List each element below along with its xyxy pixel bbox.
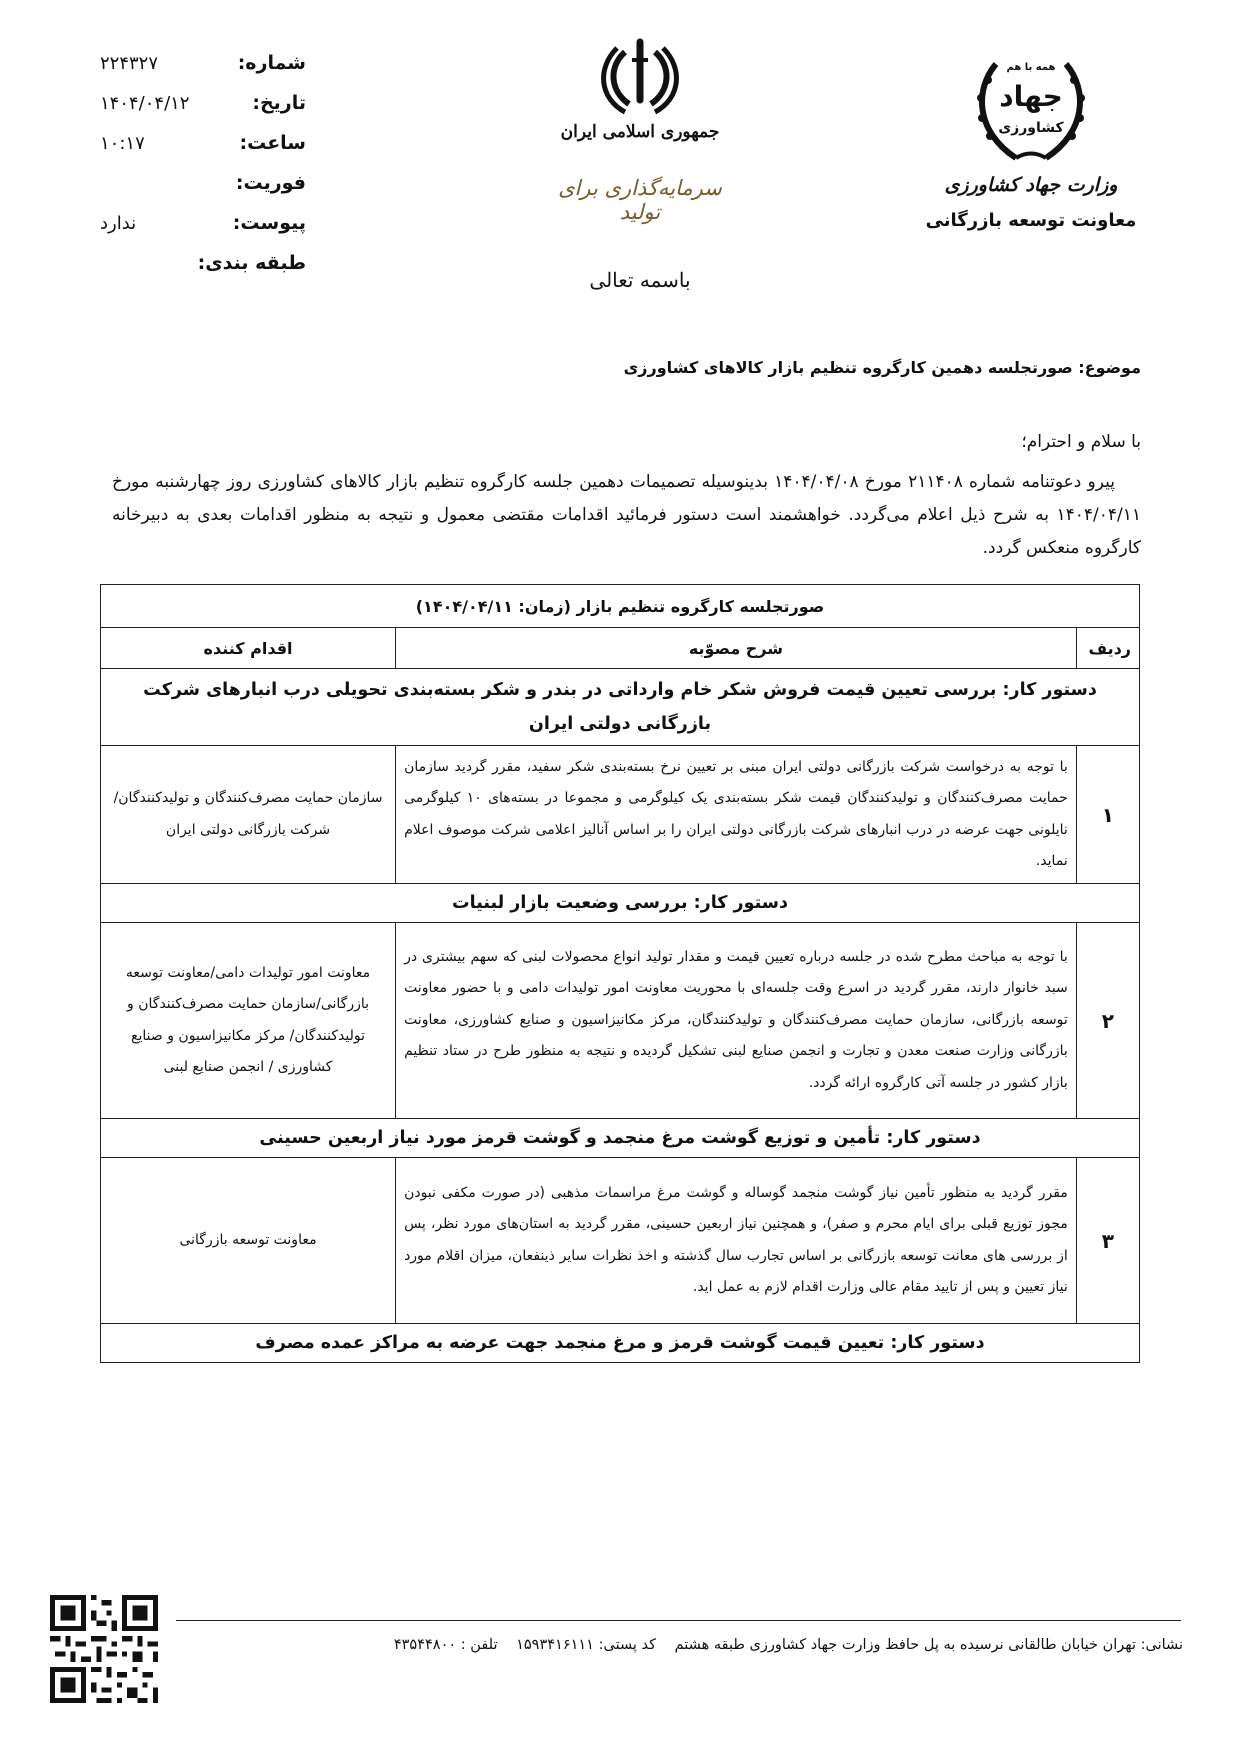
row-description: با توجه به مباحث مطرح شده در جلسه درباره تعیین قیمت و مقدار تولید انواع محصولات لبنی که سهم بیشتری در سبد خانوار دارند، مقرر گردید در اسرع وقت جلسه‌ای با محوریت معاونت امور تولیدات دامی و با حضور معاونت توسعه بازرگانی، سازمان حمایت مصرف‌کنندگان و تولیدکنندگان، مرکز مکانیزاسیون و صنایع کشاورزی، معاونت بازرگانی وزارت صنعت معدن و تجارت و انجمن صنایع لبنی تشکیل گردیده و نتیجه به منظور طرح در ستاد تنظیم بازار کشور در جلسه آتی کارگروه ارائه گردد. <box>396 923 1077 1119</box>
meta-label: پیوست: <box>232 212 306 234</box>
footer-address: نشانی: تهران خیابان طالقانی نرسیده به پل حافظ وزارت جهاد کشاورزی طبقه هشتم <box>674 1637 1183 1653</box>
year-slogan: سرمایه‌گذاری برای تولید <box>558 176 722 224</box>
meta-value: ۲۲۴۳۲۷ <box>100 53 159 74</box>
table-row <box>101 746 1140 884</box>
department-name: معاونت توسعه بازرگانی <box>925 210 1137 231</box>
table-row <box>101 923 1140 1119</box>
table-caption: صورتجلسه کارگروه تنظیم بازار (زمان: ۱۴۰۴/۰۴/۱۱) <box>101 585 1140 628</box>
table-caption-row <box>101 585 1140 628</box>
agenda-row <box>101 1324 1140 1363</box>
bismillah: باسمه تعالی <box>589 268 691 292</box>
logo-bottom-text: کشاورزی <box>998 120 1064 136</box>
row-number: ۱ <box>1076 746 1139 884</box>
iran-emblem-icon <box>595 38 685 118</box>
table-row <box>101 1158 1140 1324</box>
republic-name: جمهوری اسلامی ایران <box>560 122 720 142</box>
row-actor: معاونت امور تولیدات دامی/معاونت توسعه بازرگانی/سازمان حمایت مصرف‌کنندگان و تولیدکنندگان/ مرکز مکانیزاسیون و صنایع کشاورزی / انجمن صنایع لبنی <box>101 923 396 1119</box>
meta-label: تاریخ: <box>252 92 306 114</box>
column-header-description: شرح مصوّبه <box>396 628 1077 669</box>
meta-label: فوریت: <box>235 172 306 194</box>
row-actor: سازمان حمایت مصرف‌کنندگان و تولیدکنندگان/ شرکت بازرگانی دولتی ایران <box>101 746 396 884</box>
greeting: با سلام و احترام؛ <box>1021 432 1141 452</box>
footer-divider <box>176 1620 1181 1621</box>
meta-value: ۱۰:۱۷ <box>100 133 145 154</box>
column-header-actor: اقدام کننده <box>101 628 396 669</box>
national-emblem-block <box>550 38 730 292</box>
agenda-row <box>101 884 1140 923</box>
logo-main-text: جهاد <box>999 80 1063 113</box>
row-description: مقرر گردید به منظور تأمین نیاز گوشت منجمد گوساله و گوشت مرغ مراسمات مذهبی (در صورت مکفی نبودن مجوز توزیع قبلی برای ایام محرم و صفر)، و همچنین نیاز اربعین حسینی، مقرر گردید به استان‌های مورد نظر، پس از بررسی های معانت توسعه بازرگانی بر اساس تجارب سال گذشته و اخذ نظرات سایر ذینفعان، میزان اقلام مورد نیاز تعیین و پس از تایید مقام عالی وزارت اقدام لازم به عمل اید. <box>396 1158 1077 1324</box>
agenda-dairy: دستور کار: بررسی وضعیت بازار لبنیات <box>101 884 1140 923</box>
qr-code-icon <box>50 1595 158 1703</box>
footer-postal-code: کد پستی: ۱۵۹۳۴۱۶۱۱۱ <box>516 1637 657 1653</box>
logo-top-text: همه با هم <box>1006 62 1056 73</box>
meta-urgency <box>100 172 306 212</box>
footer-contact <box>180 1637 1183 1653</box>
minutes-table <box>100 584 1140 1363</box>
meta-value: ندارد <box>100 213 137 234</box>
meta-attachment <box>100 212 306 252</box>
footer-phone: تلفن : ۴۳۵۴۴۸۰۰ <box>393 1637 498 1653</box>
meta-time <box>100 132 306 172</box>
table-header-row <box>101 628 1140 669</box>
row-actor: معاونت توسعه بازرگانی <box>101 1158 396 1324</box>
meta-value: ۱۴۰۴/۰۴/۱۲ <box>100 93 190 114</box>
ministry-logo <box>966 40 1096 170</box>
row-number: ۲ <box>1076 923 1139 1119</box>
row-description: با توجه به درخواست شرکت بازرگانی دولتی ایران مبنی بر تعیین نرخ بسته‌بندی شکر سفید، مقرر گردید سازمان حمایت مصرف‌کنندگان و تولیدکنندگان قیمت شکر بسته‌بندی یک کیلوگرمی و مجموعا در بسته‌های ۱۰ کیلوگرمی نایلونی جهت عرضه در درب انبارهای شرکت بازرگانی دولتی ایران را بر اساس آنالیز اعلامی شرکت موصوف اعلام نماید. <box>396 746 1077 884</box>
agenda-row <box>101 1119 1140 1158</box>
ministry-block <box>921 40 1141 231</box>
column-header-row-number: ردیف <box>1076 628 1139 669</box>
meta-number <box>100 52 306 92</box>
agenda-sugar: دستور کار: بررسی تعیین قیمت فروش شکر خام وارداتی در بندر و شکر بسته‌بندی تحویلی درب انبارهای شرکت بازرگانی دولتی ایران <box>101 669 1140 746</box>
meta-label: ساعت: <box>239 132 306 154</box>
meta-label: شماره: <box>237 52 306 74</box>
agenda-row <box>101 669 1140 746</box>
row-number: ۳ <box>1076 1158 1139 1324</box>
meta-classification <box>100 252 306 292</box>
letter-subject: موضوع: صورتجلسه دهمین کارگروه تنظیم بازار کالاهای کشاورزی <box>623 358 1141 377</box>
meta-date <box>100 92 306 132</box>
agenda-meat-pricing: دستور کار: تعیین قیمت گوشت قرمز و مرغ منجمد جهت عرضه به مراکز عمده مصرف <box>101 1324 1140 1363</box>
ministry-name: وزارت جهاد کشاورزی <box>944 174 1118 196</box>
intro-paragraph: پیرو دعوتنامه شماره ۲۱۱۴۰۸ مورخ ۱۴۰۴/۰۴/۰۸ بدینوسیله تصمیمات دهمین جلسه کارگروه تنظیم بازار کالاهای کشاورزی روز چهارشنبه مورخ ۱۴۰۴/۰۴/۱۱ به شرح ذیل اعلام می‌گردد. خواهشمند است دستور فرمائید اقدامات مقتضی معمول و نتیجه به منظور اقدامات بعدی به دبیرخانه کارگروه منعکس گردد. <box>112 472 1141 558</box>
letter-meta <box>100 52 306 292</box>
meta-label: طبقه بندی: <box>197 252 306 274</box>
agenda-arbaeen-meat: دستور کار: تأمین و توزیع گوشت مرغ منجمد و گوشت قرمز مورد نیاز اربعین حسینی <box>101 1119 1140 1158</box>
